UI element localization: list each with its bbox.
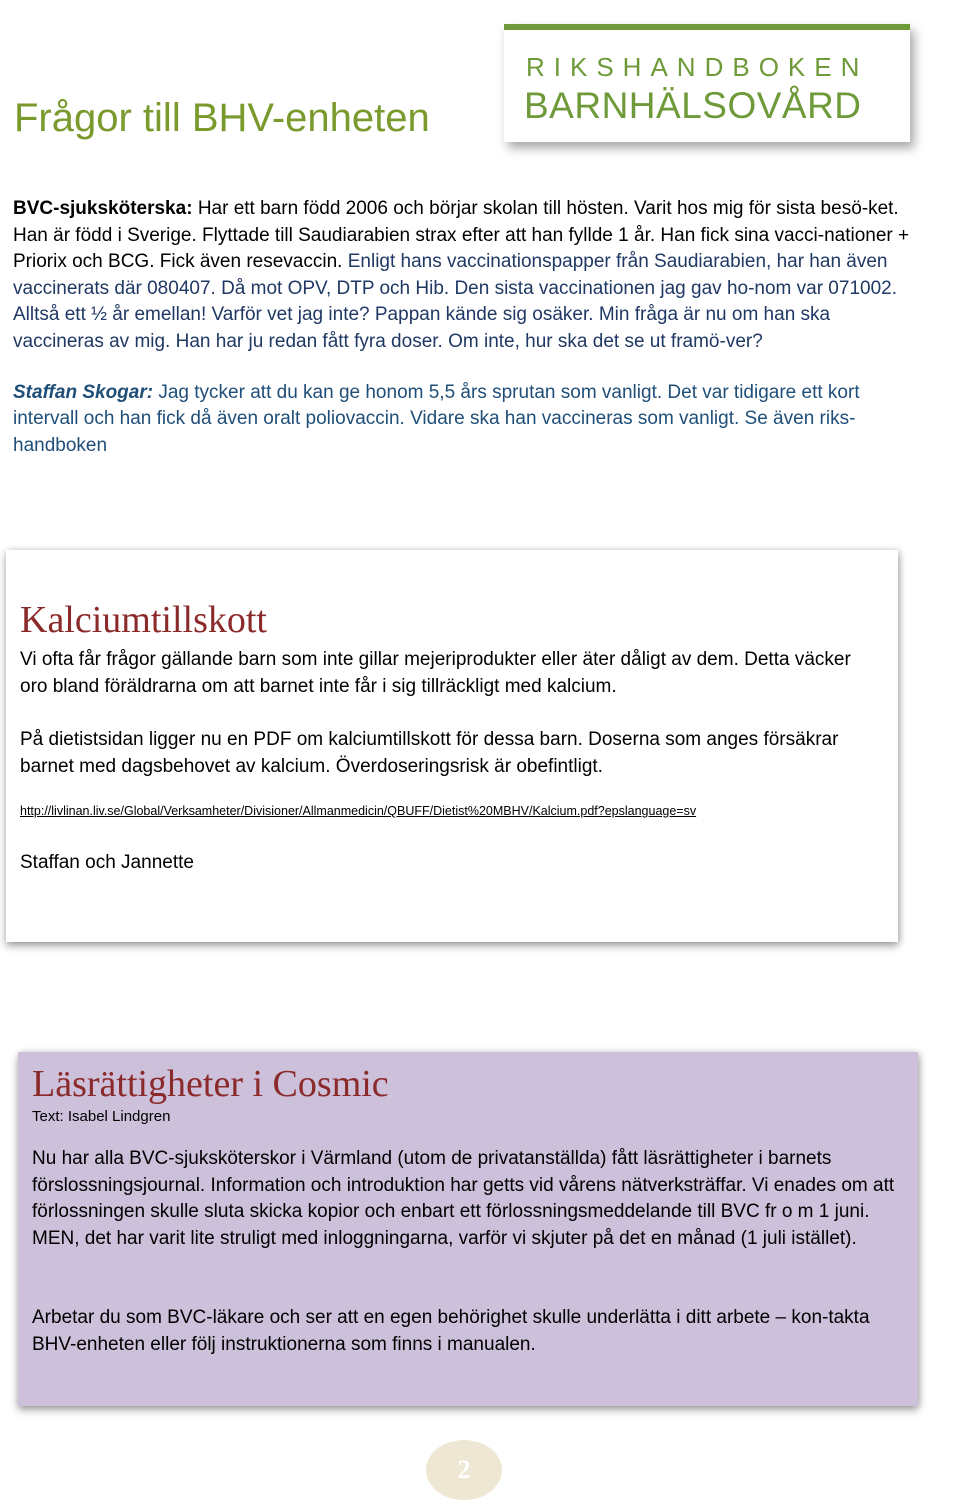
question-tail: Enligt hans vaccinationspapper från Saudiarabien, har han även vaccinerats där 080407. Då mot OPV, DTP och Hib. Den sista vaccinationen jag gav ho-nom var 071002. Alltså ett ½ år emellan! Varför vet jag inte? Pappan kände sig osäker. Min fråga är nu om han ska vaccineras av mig. Han har ju redan fått fyra doser. Om inte, hur ska det se ut framö-ver? — [13, 251, 897, 352]
qa-section — [13, 196, 913, 459]
logo-line2: BARNHÄLSOVÅRD — [524, 85, 862, 126]
calcium-pdf-link[interactable]: http://livlinan.liv.se/Global/Verksamheter/Divisioner/Allmanmedicin/QBUFF/Dietist%20MBHV/Kalcium.pdf?epslanguage=sv — [20, 804, 697, 818]
answer-text: Jag tycker att du kan ge honom 5,5 års sprutan som vanligt. Det var tidigare ett kort intervall och han fick då även oralt poliovaccin. Vidare ska han vaccineras som vanligt. Se även riks-handboken — [13, 381, 860, 456]
cosmic-box — [18, 1052, 918, 1406]
calcium-box — [6, 550, 898, 942]
rikshandboken-logo — [504, 24, 910, 142]
cosmic-paragraph-1: Nu har alla BVC-sjuksköterskor i Värmland (utom de privatanställda) fått läsrättigheter i barnets förslossningsjournal. Information och introduktion har getts vid vårens nätverksträffar. Vi enades om att förlossningen skulle sluta skicka kopior och enbart ett förlossningsmeddelande till BVC fr o m 1 juni. MEN, det har varit lite struligt med inloggningarna, varför vi skjuter på det en månad (1 juli istället). — [32, 1148, 895, 1249]
cosmic-author: Text: Isabel Lindgren — [32, 1108, 171, 1125]
cosmic-paragraph-2: Arbetar du som BVC-läkare och ser att en egen behörighet skulle underlätta i ditt arbete – kon-takta BHV-enheten eller följ instruktionerna som finns i manualen. — [32, 1307, 870, 1355]
page-title: Frågor till BHV-enheten — [14, 96, 430, 140]
cosmic-heading: Läsrättigheter i Cosmic — [32, 1063, 389, 1105]
question-text: Har ett barn född 2006 och börjar skolan till hösten. Varit hos mig för sista besö-ket. Han är född i Sverige. Flyttade till Saudiarabien strax efter att han fyllde 1 år. Han fick sina vacci-nationer + Priorix och BCG. Fick även resevaccin. — [13, 198, 910, 273]
answer-paragraph — [13, 380, 913, 460]
page-number: 2 — [426, 1440, 502, 1500]
calcium-heading: Kalciumtillskott — [20, 599, 267, 641]
calcium-paragraph-1: Vi ofta får frågor gällande barn som inte gillar mejeriprodukter eller äter dåligt av dem. Detta väcker oro bland föräldrarna om att barnet inte får i sig tillräckligt med kalcium. — [20, 649, 851, 697]
question-label: BVC-sjuksköterska: — [13, 198, 193, 219]
calcium-paragraph-2: På dietistsidan ligger nu en PDF om kalciumtillskott för dessa barn. Doserna som anges försäkrar barnet med dagsbehovet av kalcium. Överdoseringsrisk är obefintligt. — [20, 729, 839, 777]
question-paragraph — [13, 196, 913, 356]
logo-line1: RIKSHANDBOKEN — [526, 52, 869, 82]
answer-label: Staffan Skogar: — [13, 381, 154, 403]
calcium-signature: Staffan och Jannette — [20, 852, 194, 873]
